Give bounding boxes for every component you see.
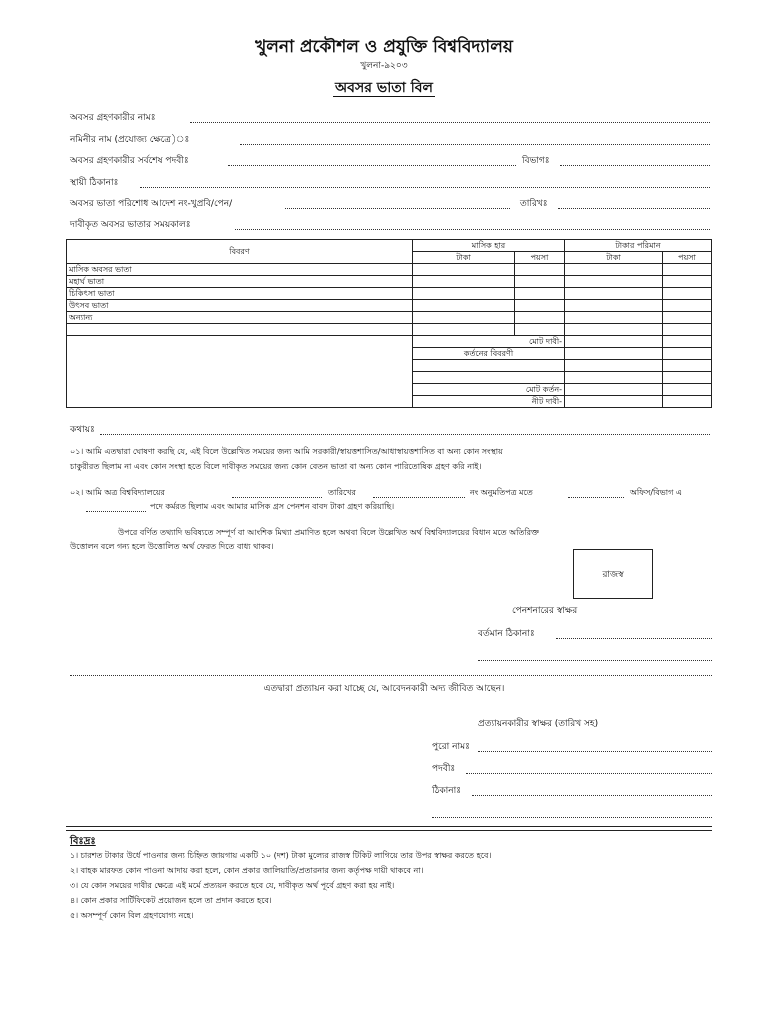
notes-divider-1 (66, 826, 712, 827)
cell[interactable] (413, 360, 565, 372)
rate-paisa-header: পয়সা (515, 252, 565, 264)
declaration-1-line-1: ০১। আমি এতদ্বারা ঘোষণা করছি যে, এই বিলে উল্লেখিত সময়ের জন্য আমি সরকারী/স্বায়ত্তশাসিত/আধাস্বায়ত্তশাসিত বা অন্য কোন সংস্থায় (70, 447, 503, 456)
bill-title (0, 76, 768, 100)
cell[interactable] (413, 312, 515, 324)
certification-text: এতদ্বারা প্রত্যায়ন করা যাচ্ছে যে, আবেদনকারী অদ্য জীবিত আছেন। (263, 684, 505, 694)
row-label: চিকিৎসা ভাতা (67, 288, 413, 300)
cell[interactable] (565, 336, 663, 348)
table-row (67, 300, 712, 312)
claimed-period-field[interactable] (235, 219, 710, 230)
last-designation-field[interactable] (228, 155, 516, 166)
certifier-full-name-label: পুরো নামঃ (432, 742, 470, 752)
declaration-2-part-3: নং অনুমতিপত্র মতে (470, 488, 533, 497)
cell[interactable] (515, 264, 565, 276)
pensioner-signature-label: পেনশনারের স্বাক্ষর (512, 606, 578, 616)
cell[interactable] (515, 288, 565, 300)
cell[interactable] (413, 288, 515, 300)
row-label: উৎসব ভাতা (67, 300, 413, 312)
cell[interactable] (565, 348, 663, 360)
permanent-address-label: স্থায়ী ঠিকানাঃ (70, 178, 119, 188)
declaration-2-blank-3[interactable] (568, 487, 624, 498)
order-no-field[interactable] (285, 198, 510, 209)
declaration-2-line-2: পদে কর্মরত ছিলাম এবং আমার মাসিক গ্রস পেনশন বাবদ টাকা গ্রহণ করিয়াছি। (150, 502, 395, 511)
certifier-designation-field[interactable] (466, 763, 712, 774)
claimed-period-label: দাবীকৃত অবসর ভাতার সময়কালঃ (70, 220, 191, 230)
cell[interactable] (663, 396, 712, 408)
certifier-full-name-field[interactable] (478, 741, 712, 752)
cell[interactable] (413, 372, 565, 384)
note-item: ৩। যে কোন সময়ের দাবীর ক্ষেত্রে এই মর্মে প্রত্যয়ন করতে হবে যে, দাবীকৃত অর্থ পূর্বে গ্রহণ করা হয় নাই। (70, 881, 395, 890)
current-address-field-2[interactable] (478, 650, 712, 661)
table-header-row (67, 240, 712, 252)
total-claim-row (67, 336, 712, 348)
cell[interactable] (565, 360, 663, 372)
university-name: খুলনা প্রকৌশল ও প্রযুক্তি বিশ্ববিদ্যালয় (255, 37, 513, 57)
cell[interactable] (515, 276, 565, 288)
cell[interactable] (663, 312, 712, 324)
university-address: খুলনা-৯২০৩ (360, 61, 408, 71)
current-address-field[interactable] (556, 628, 712, 639)
col-description-header: বিবরণ (67, 240, 413, 264)
deduction-details-label: কর্তনের বিবরণী (413, 348, 565, 360)
note-item: ২। বাহক মারফত কোন পাওনা আদায় করা হলে, কোন প্রকার জালিয়াতি/প্রতারনার জন্য কর্তৃপক্ষ দায়ী থাকবে না। (70, 866, 424, 875)
summary-blank-cell (67, 336, 413, 408)
in-words-label: কথায়ঃ (70, 425, 95, 435)
last-designation-label: অবসর গ্রহণকারীর সর্বশেষ পদবীঃ (70, 156, 189, 166)
retiree-name-label: অবসর গ্রহণকারীর নামঃ (70, 113, 156, 123)
notes-title: বিঃদ্রঃ (70, 836, 96, 847)
cell[interactable] (565, 312, 663, 324)
permanent-address-field[interactable] (140, 177, 710, 188)
amount-paisa-header: পয়সা (663, 252, 712, 264)
cell[interactable] (565, 324, 663, 336)
note-item: ৪। কোন প্রকার সার্টিফিকেট প্রয়োজন হলে তা প্রদান করতে হবে। (70, 896, 272, 905)
cell[interactable] (565, 264, 663, 276)
order-date-field[interactable] (558, 198, 710, 209)
cell[interactable] (663, 276, 712, 288)
total-deduction-label: মোট কর্তন- (413, 384, 565, 396)
notes-divider-2 (66, 830, 712, 831)
cell[interactable] (413, 264, 515, 276)
declaration-2-part-4: অফিস/বিভাগ এ (630, 488, 682, 497)
cell[interactable] (515, 324, 565, 336)
revenue-stamp-label: রাজস্ব (602, 569, 624, 580)
undertaking-line-2: উত্তোলন বলে গন্য হলে উত্তোলিত অর্থ ফেরত দিতে বাধ্য থাকব। (70, 542, 274, 551)
department-field[interactable] (560, 155, 710, 166)
row-blank (67, 324, 413, 336)
nominee-name-label: নমিনীর নাম (প্রযোজ্য ক্ষেত্রে)ঃ (70, 135, 190, 145)
cell[interactable] (413, 300, 515, 312)
declaration-2-part-2: তারিখের (328, 488, 356, 497)
section-divider-dotted (70, 675, 712, 676)
certifier-signature-label: প্রত্যায়নকারীর স্বাক্ষর (তারিখ সহ) (478, 719, 599, 729)
department-label: বিভাগঃ (522, 156, 550, 166)
order-date-label: তারিখঃ (520, 199, 548, 209)
in-words-field[interactable] (100, 424, 710, 435)
current-address-label: বর্তমান ঠিকানাঃ (478, 629, 535, 639)
cell[interactable] (565, 300, 663, 312)
declaration-2-blank-4[interactable] (86, 501, 146, 512)
declaration-2-blank-2[interactable] (373, 487, 465, 498)
table-row (67, 312, 712, 324)
cell[interactable] (565, 384, 663, 396)
order-no-label: অবসর ভাতা পরিশোধ আদেশ নং-খুপ্রবি/পেন/ (70, 199, 233, 209)
undertaking-line-1: উপরে বর্ণিত তথ্যাদি ভবিষ্যতে সম্পূর্ণ বা আংশিক মিথ্যা প্রমাণিত হলে অথবা বিলে উল্লেখিত অর্থ বিশ্ববিদ্যালয়ের বিধান মতে অতিরিক্ত (118, 528, 539, 537)
cell[interactable] (663, 372, 712, 384)
cell[interactable] (663, 384, 712, 396)
cell[interactable] (515, 300, 565, 312)
note-item: ৫। অসম্পূর্ণ কোন বিল গ্রহণযোগ্য নহে। (70, 911, 194, 920)
certifier-address-label: ঠিকানাঃ (432, 786, 462, 796)
col-monthly-rate-header: মাসিক হার (413, 240, 565, 252)
cell[interactable] (663, 324, 712, 336)
cell[interactable] (663, 360, 712, 372)
table-row (67, 276, 712, 288)
cell[interactable] (413, 324, 515, 336)
table-row (67, 288, 712, 300)
note-item: ১। চারশত টাকার উর্ধে পাওনার জন্য চিহ্নিত জায়গায় একটি ১০ (দশ) টাকা মুল্যের রাজস্ব টিকিট লাগিয়ে তার উপর স্বাক্ষর করতে হবে। (70, 851, 492, 860)
row-label: মহার্ঘ ভাতা (67, 276, 413, 288)
cell[interactable] (663, 300, 712, 312)
cell[interactable] (663, 288, 712, 300)
total-claim-label: মোট দাবী- (413, 336, 565, 348)
nominee-name-field[interactable] (240, 134, 710, 145)
col-amount-header: টাকার পরিমান (565, 240, 712, 252)
cell[interactable] (515, 312, 565, 324)
row-label: অন্যান্য (67, 312, 413, 324)
cell[interactable] (565, 372, 663, 384)
cell[interactable] (663, 348, 712, 360)
cell[interactable] (565, 276, 663, 288)
cell[interactable] (663, 264, 712, 276)
net-claim-label: নীট দাবী- (413, 396, 565, 408)
declaration-2-blank-1[interactable] (232, 487, 322, 498)
cell[interactable] (413, 276, 515, 288)
cell[interactable] (565, 396, 663, 408)
cell[interactable] (565, 288, 663, 300)
cell[interactable] (663, 336, 712, 348)
certifier-address-field[interactable] (472, 785, 712, 796)
table-row (67, 324, 712, 336)
revenue-stamp-box[interactable] (573, 549, 653, 599)
retiree-name-field[interactable] (190, 112, 710, 123)
certifier-designation-label: পদবীঃ (432, 764, 456, 774)
declaration-1-line-2: চাকুরীরত ছিলাম না এবং কোন সংস্থা হতে বিলে দাবীকৃত সময়ের জন্য কোন বেতন ভাতা বা অন্য কোন পারিতোষিক গ্রহণ করি নাই। (70, 462, 482, 471)
bill-title-text: অবসর ভাতা বিল (335, 80, 433, 96)
bill-table (66, 239, 712, 408)
declaration-2-part-1: ০২। আমি অত্র বিশ্ববিদ্যালয়ের (70, 488, 165, 497)
rate-taka-header: টাকা (413, 252, 515, 264)
table-row (67, 264, 712, 276)
certifier-address-field-2[interactable] (432, 807, 712, 818)
amount-taka-header: টাকা (565, 252, 663, 264)
row-label: মাসিক অবসর ভাতা (67, 264, 413, 276)
